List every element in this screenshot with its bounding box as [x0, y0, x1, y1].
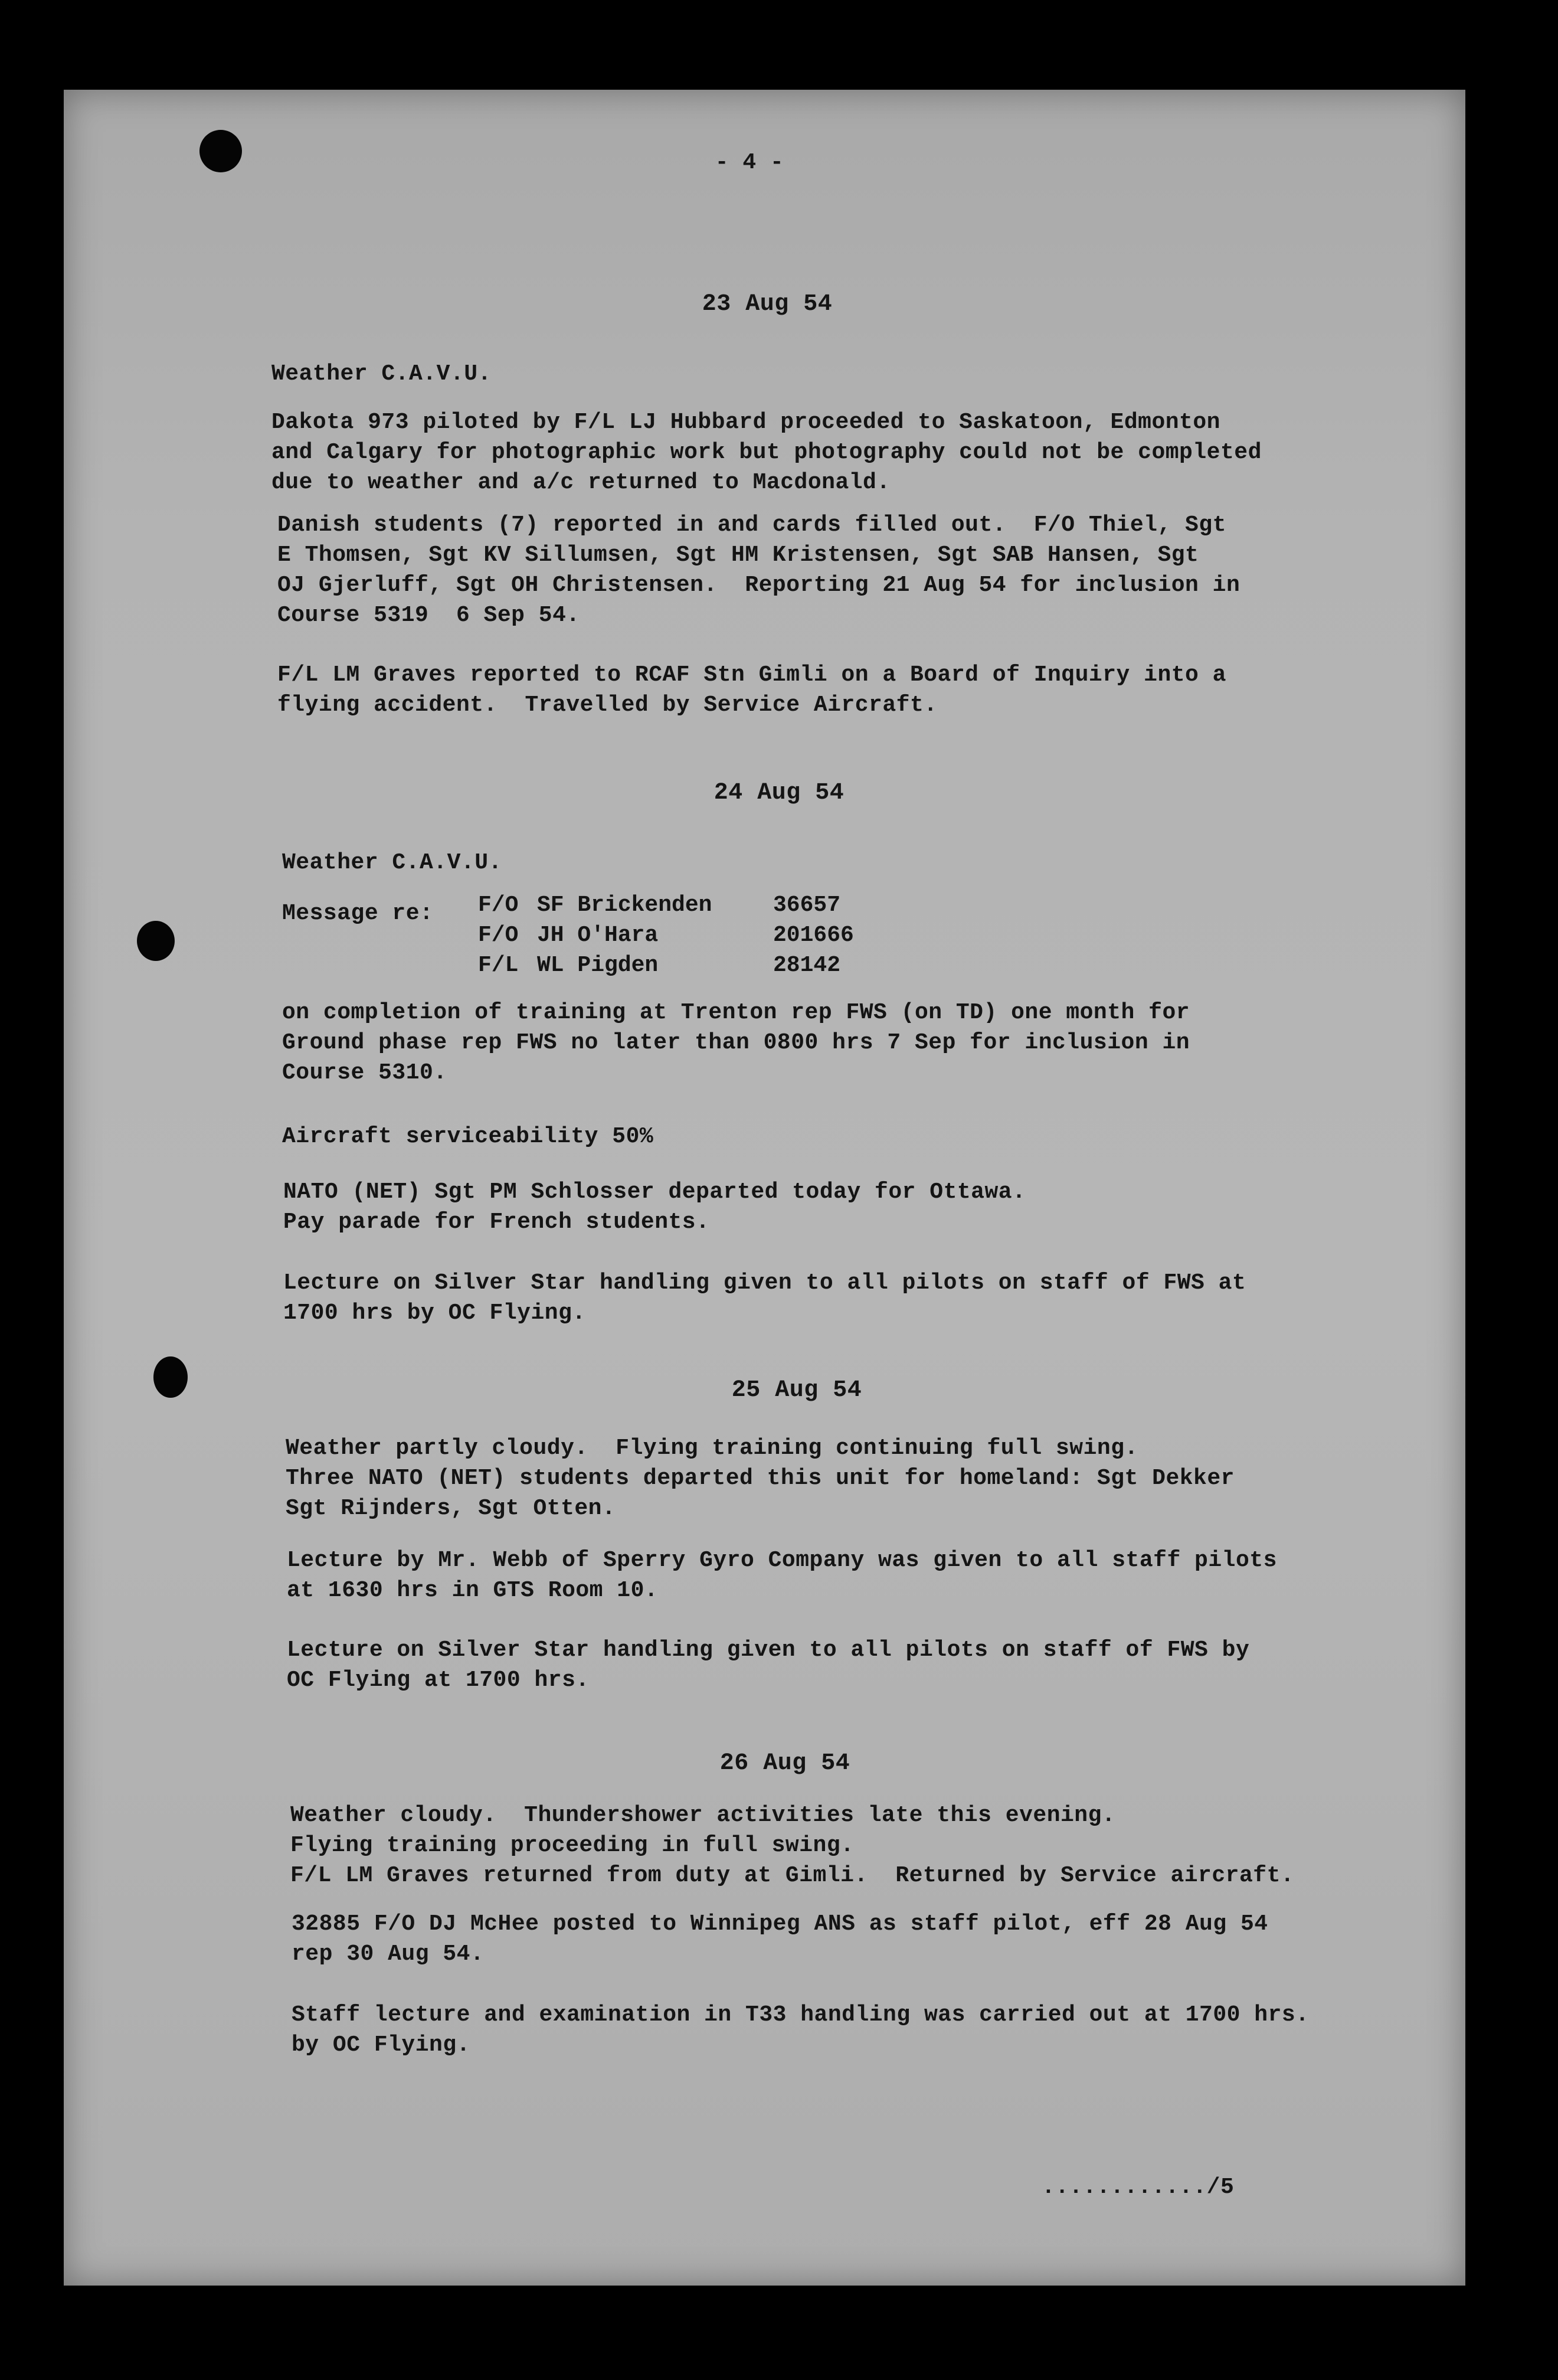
table-cell-name: SF Brickenden	[537, 892, 712, 918]
table-cell-rank: F/O	[478, 892, 519, 918]
entry-paragraph: Lecture on Silver Star handling given to all pilots on staff of FWS by OC Flying at 1700 hrs.	[287, 1637, 1250, 1693]
punch-hole-middle	[137, 921, 175, 961]
message-recipients-table	[478, 890, 868, 980]
entry-paragraph: F/L LM Graves reported to RCAF Stn Gimli on a Board of Inquiry into a flying accident. Travelled by Service Aircraft.	[277, 662, 1226, 718]
table-cell-number: 28142	[773, 953, 841, 978]
entry-paragraph: Lecture on Silver Star handling given to all pilots on staff of FWS at 1700 hrs by OC Flying.	[283, 1270, 1246, 1326]
entry-paragraph: Weather partly cloudy. Flying training continuing full swing. Three NATO (NET) students departed this unit for homeland: Sgt Dekker Sgt Rijnders, Sgt Otten.	[286, 1436, 1235, 1521]
entry-date: 26 Aug 54	[719, 1750, 850, 1777]
table-row	[478, 950, 868, 980]
punch-hole-lower	[153, 1356, 188, 1398]
entry-paragraph: Aircraft serviceability 50%	[282, 1124, 654, 1149]
entry-paragraph: Weather C.A.V.U.	[271, 361, 492, 387]
message-label: Message re:	[282, 901, 434, 926]
table-cell-name: JH O'Hara	[537, 923, 659, 948]
table-row	[478, 920, 868, 950]
entry-paragraph: Dakota 973 piloted by F/L LJ Hubbard proceeded to Saskatoon, Edmonton and Calgary for photographic work but photography could not be completed due to weather and a/c returned to Macdonald.	[271, 410, 1262, 495]
entry-paragraph: on completion of training at Trenton rep FWS (on TD) one month for Ground phase rep FWS no later than 0800 hrs 7 Sep for inclusion in Course 5310.	[282, 1000, 1190, 1086]
entry-weather: Weather C.A.V.U.	[282, 850, 502, 875]
table-cell-rank: F/L	[478, 953, 519, 978]
entry-date: 23 Aug 54	[702, 291, 833, 318]
entry-paragraph: 32885 F/O DJ McHee posted to Winnipeg ANS as staff pilot, eff 28 Aug 54 rep 30 Aug 54.	[292, 1911, 1268, 1967]
table-cell-rank: F/O	[478, 923, 519, 948]
entry-paragraph: NATO (NET) Sgt PM Schlosser departed today for Ottawa. Pay parade for French students.	[283, 1179, 1026, 1235]
table-cell-number: 36657	[773, 892, 841, 918]
table-cell-name: WL Pigden	[537, 953, 659, 978]
punch-hole-top	[199, 130, 242, 172]
entry-paragraph: Danish students (7) reported in and cards filled out. F/O Thiel, Sgt E Thomsen, Sgt KV Sillumsen, Sgt HM Kristensen, Sgt SAB Hansen, Sgt OJ Gjerluff, Sgt OH Christensen. Reporting 21 Aug 54 for inclusion in Course 5319 6 Sep 54.	[277, 512, 1240, 628]
continuation-marker: ............/5	[1042, 2175, 1235, 2200]
table-cell-number: 201666	[773, 923, 854, 948]
table-row	[478, 890, 868, 920]
entry-date: 24 Aug 54	[713, 780, 845, 806]
entry-paragraph: Weather cloudy. Thundershower activities late this evening. Flying training proceeding in full swing. F/L LM Graves returned from duty at Gimli. Returned by Service aircraft.	[290, 1803, 1295, 1888]
entry-date: 25 Aug 54	[731, 1377, 862, 1404]
page-number: - 4 -	[715, 150, 784, 175]
entry-paragraph: Staff lecture and examination in T33 handling was carried out at 1700 hrs. by OC Flying.	[292, 2002, 1310, 2058]
entry-paragraph: Lecture by Mr. Webb of Sperry Gyro Company was given to all staff pilots at 1630 hrs in GTS Room 10.	[287, 1548, 1277, 1603]
